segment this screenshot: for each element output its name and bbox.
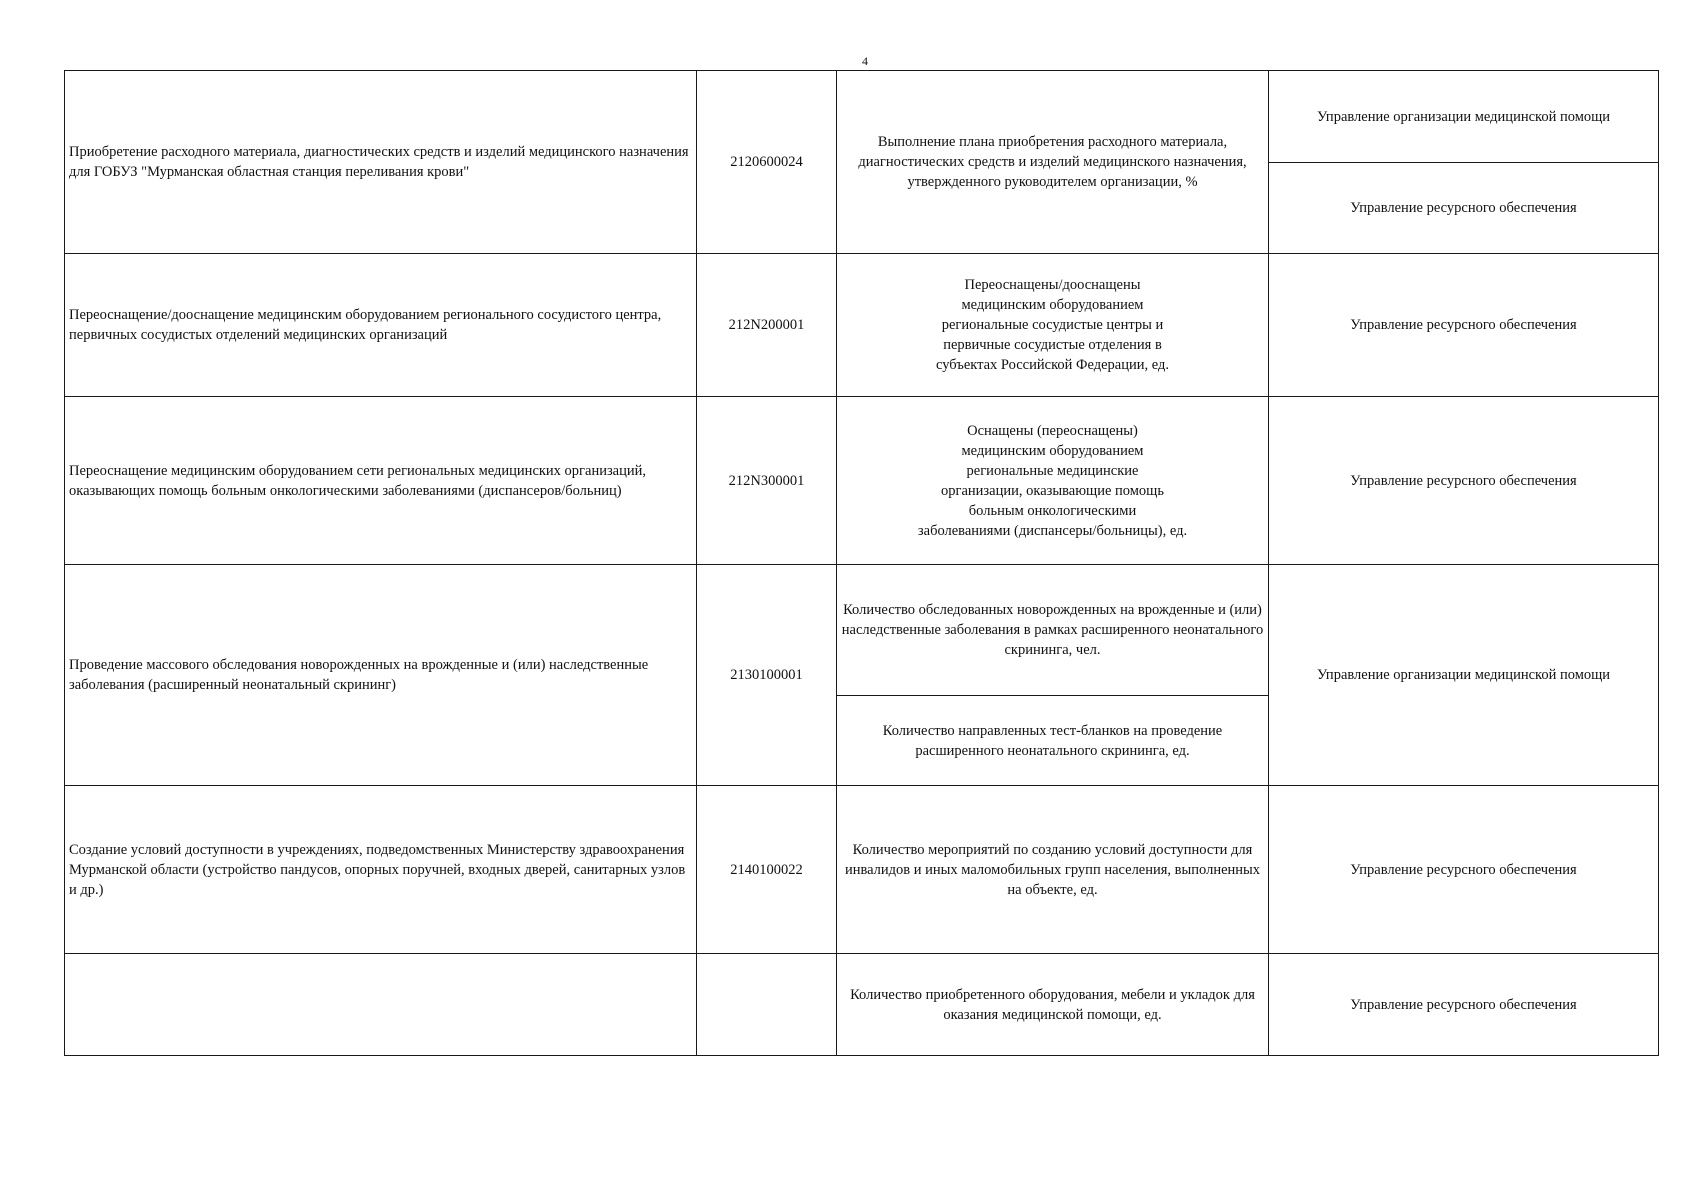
indicator-cell: Количество приобретенного оборудования, мебели и укладок для оказания медицинской помощи, ед.	[837, 954, 1269, 1056]
measure-name-cell	[65, 954, 697, 1056]
department-cell: Управление ресурсного обеспечения	[1269, 954, 1659, 1056]
department-cell: Управление организации медицинской помощи	[1269, 565, 1659, 786]
indicator-cell: Количество направленных тест-бланков на проведение расширенного неонатального скрининга, ед.	[837, 696, 1269, 786]
measure-name-cell: Создание условий доступности в учреждениях, подведомственных Министерству здравоохранения Мурманской области (устройство пандусов, опорных поручней, входных дверей, санитарных узлов и др.)	[65, 786, 697, 954]
department-cell: Управление ресурсного обеспечения	[1269, 163, 1659, 254]
measure-code-cell: 2130100001	[697, 565, 837, 786]
measure-code-cell: 2120600024	[697, 71, 837, 254]
measure-name-cell: Переоснащение медицинским оборудованием сети региональных медицинских организаций, оказывающих помощь больным онкологическими заболеваниями (диспансеров/больниц)	[65, 397, 697, 565]
table-row	[65, 254, 1659, 397]
table-row	[65, 954, 1659, 1056]
indicator-cell: Оснащены (переоснащены) медицинским оборудованием региональные медицинские организации, оказывающие помощь больным онкологическими заболеваниями (диспансеры/больницы), ед.	[837, 397, 1269, 565]
measure-code-cell: 212N300001	[697, 397, 837, 565]
table-row	[65, 71, 1659, 163]
table-row	[65, 397, 1659, 565]
measure-code-cell: 212N200001	[697, 254, 837, 397]
indicator-cell: Количество мероприятий по созданию условий доступности для инвалидов и иных маломобильных групп населения, выполненных на объекте, ед.	[837, 786, 1269, 954]
page-number: 4	[862, 54, 868, 68]
indicator-cell: Переоснащены/дооснащены медицинским оборудованием региональные сосудистые центры и первичные сосудистые отделения в субъектах Российской Федерации, ед.	[837, 254, 1269, 397]
department-cell: Управление ресурсного обеспечения	[1269, 254, 1659, 397]
measure-name-cell: Проведение массового обследования новорожденных на врожденные и (или) наследственные заболевания (расширенный неонатальный скрининг)	[65, 565, 697, 786]
department-cell: Управление ресурсного обеспечения	[1269, 786, 1659, 954]
department-cell: Управление организации медицинской помощи	[1269, 71, 1659, 163]
measure-code-cell	[697, 954, 837, 1056]
department-cell: Управление ресурсного обеспечения	[1269, 397, 1659, 565]
measure-code-cell: 2140100022	[697, 786, 837, 954]
measures-table	[64, 70, 1659, 1056]
indicator-cell: Количество обследованных новорожденных на врожденные и (или) наследственные заболевания в рамках расширенного неонатального скрининга, чел.	[837, 565, 1269, 696]
table-row	[65, 786, 1659, 954]
measure-name-cell: Переоснащение/дооснащение медицинским оборудованием регионального сосудистого центра, первичных сосудистых отделений медицинских организаций	[65, 254, 697, 397]
table-row	[65, 565, 1659, 696]
indicator-cell: Выполнение плана приобретения расходного материала, диагностических средств и изделий медицинского назначения, утвержденного руководителем организации, %	[837, 71, 1269, 254]
measure-name-cell: Приобретение расходного материала, диагностических средств и изделий медицинского назначения для ГОБУЗ "Мурманская областная станция переливания крови"	[65, 71, 697, 254]
